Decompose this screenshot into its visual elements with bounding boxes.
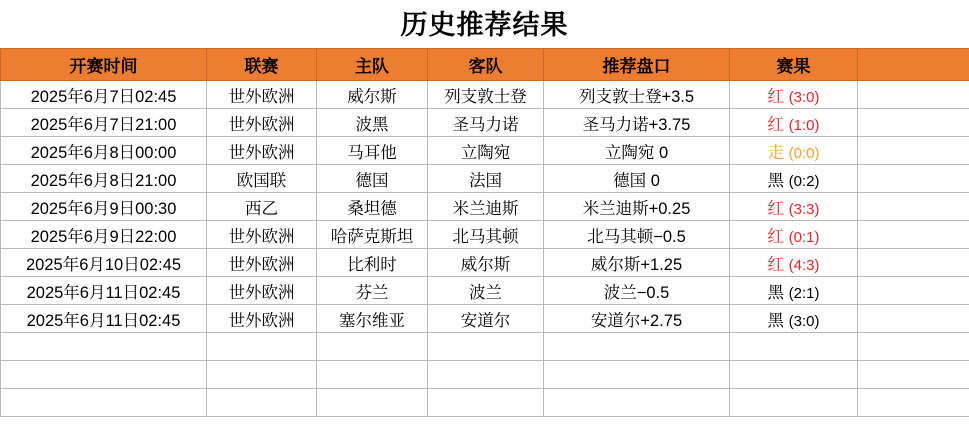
cell-away-team: 米兰迪斯 bbox=[428, 193, 544, 221]
cell-spacer bbox=[858, 109, 969, 137]
cell-empty bbox=[317, 389, 428, 417]
cell-empty bbox=[428, 389, 544, 417]
cell-away-team: 波兰 bbox=[428, 277, 544, 305]
result-label: 红 bbox=[767, 115, 785, 134]
cell-spacer bbox=[858, 221, 969, 249]
result-score: (0:2) bbox=[788, 172, 820, 190]
table-body bbox=[1, 81, 969, 417]
cell-home-team: 波黑 bbox=[317, 109, 428, 137]
table-row bbox=[1, 277, 969, 305]
cell-result bbox=[730, 109, 858, 137]
cell-home-team: 比利时 bbox=[317, 249, 428, 277]
cell-time: 2025年6月11日02:45 bbox=[1, 305, 207, 333]
cell-time: 2025年6月8日21:00 bbox=[1, 165, 207, 193]
cell-league: 世外欧洲 bbox=[207, 81, 317, 109]
cell-result bbox=[730, 137, 858, 165]
cell-empty bbox=[730, 361, 858, 389]
table-row bbox=[1, 165, 969, 193]
cell-spacer bbox=[858, 81, 969, 109]
cell-league: 西乙 bbox=[207, 193, 317, 221]
cell-empty bbox=[317, 361, 428, 389]
cell-empty bbox=[428, 333, 544, 361]
cell-away-team: 圣马力诺 bbox=[428, 109, 544, 137]
table-row bbox=[1, 109, 969, 137]
cell-away-team: 威尔斯 bbox=[428, 249, 544, 277]
page-title: 历史推荐结果 bbox=[400, 10, 569, 40]
cell-empty bbox=[544, 333, 730, 361]
cell-away-team: 安道尔 bbox=[428, 305, 544, 333]
cell-spacer bbox=[858, 249, 969, 277]
cell-time: 2025年6月8日00:00 bbox=[1, 137, 207, 165]
cell-home-team: 桑坦德 bbox=[317, 193, 428, 221]
cell-result bbox=[730, 193, 858, 221]
cell-pick: 北马其顿−0.5 bbox=[544, 221, 730, 249]
column-header-result: 赛果 bbox=[730, 49, 858, 81]
result-score: (2:1) bbox=[788, 284, 820, 302]
cell-empty bbox=[207, 361, 317, 389]
cell-away-team: 北马其顿 bbox=[428, 221, 544, 249]
result-label: 红 bbox=[767, 227, 785, 246]
cell-away-team: 法国 bbox=[428, 165, 544, 193]
cell-empty bbox=[544, 361, 730, 389]
cell-result bbox=[730, 165, 858, 193]
cell-empty bbox=[730, 333, 858, 361]
cell-league: 欧国联 bbox=[207, 165, 317, 193]
cell-pick: 立陶宛 0 bbox=[544, 137, 730, 165]
cell-empty bbox=[1, 361, 207, 389]
cell-spacer bbox=[858, 361, 969, 389]
cell-time: 2025年6月10日02:45 bbox=[1, 249, 207, 277]
cell-result bbox=[730, 81, 858, 109]
table-header-row bbox=[1, 49, 969, 81]
cell-spacer bbox=[858, 305, 969, 333]
cell-pick: 米兰迪斯+0.25 bbox=[544, 193, 730, 221]
history-results-table bbox=[0, 48, 969, 417]
cell-league: 世外欧洲 bbox=[207, 109, 317, 137]
cell-pick: 安道尔+2.75 bbox=[544, 305, 730, 333]
cell-home-team: 塞尔维亚 bbox=[317, 305, 428, 333]
result-label: 红 bbox=[767, 87, 785, 106]
cell-empty bbox=[730, 389, 858, 417]
column-header-pick: 推荐盘口 bbox=[544, 49, 730, 81]
cell-spacer bbox=[858, 333, 969, 361]
table-row bbox=[1, 193, 969, 221]
cell-league: 世外欧洲 bbox=[207, 277, 317, 305]
cell-empty bbox=[544, 389, 730, 417]
column-header-time: 开赛时间 bbox=[1, 49, 207, 81]
result-score: (4:3) bbox=[788, 256, 820, 274]
cell-pick: 圣马力诺+3.75 bbox=[544, 109, 730, 137]
cell-result bbox=[730, 277, 858, 305]
cell-empty bbox=[317, 333, 428, 361]
cell-league: 世外欧洲 bbox=[207, 305, 317, 333]
cell-time: 2025年6月7日21:00 bbox=[1, 109, 207, 137]
result-score: (3:0) bbox=[788, 312, 820, 330]
cell-spacer bbox=[858, 165, 969, 193]
cell-result bbox=[730, 305, 858, 333]
table-row bbox=[1, 81, 969, 109]
table-row-empty bbox=[1, 333, 969, 361]
cell-spacer bbox=[858, 193, 969, 221]
cell-result bbox=[730, 221, 858, 249]
cell-empty bbox=[207, 333, 317, 361]
cell-empty bbox=[428, 361, 544, 389]
table-row bbox=[1, 305, 969, 333]
table-row-empty bbox=[1, 361, 969, 389]
column-header-home-team: 主队 bbox=[317, 49, 428, 81]
result-label: 红 bbox=[767, 255, 785, 274]
table-header bbox=[1, 49, 969, 81]
result-label: 黑 bbox=[767, 283, 785, 302]
cell-time: 2025年6月9日22:00 bbox=[1, 221, 207, 249]
cell-result bbox=[730, 249, 858, 277]
cell-time: 2025年6月11日02:45 bbox=[1, 277, 207, 305]
result-label: 红 bbox=[767, 199, 785, 218]
result-score: (1:0) bbox=[788, 116, 820, 134]
cell-time: 2025年6月7日02:45 bbox=[1, 81, 207, 109]
cell-away-team: 立陶宛 bbox=[428, 137, 544, 165]
result-label: 走 bbox=[767, 143, 785, 162]
cell-league: 世外欧洲 bbox=[207, 221, 317, 249]
table-row bbox=[1, 221, 969, 249]
cell-home-team: 芬兰 bbox=[317, 277, 428, 305]
cell-spacer bbox=[858, 389, 969, 417]
column-header-away-team: 客队 bbox=[428, 49, 544, 81]
cell-pick: 波兰−0.5 bbox=[544, 277, 730, 305]
cell-spacer bbox=[858, 277, 969, 305]
result-score: (0:1) bbox=[788, 228, 820, 246]
cell-time: 2025年6月9日00:30 bbox=[1, 193, 207, 221]
result-label: 黑 bbox=[767, 311, 785, 330]
column-header-league: 联赛 bbox=[207, 49, 317, 81]
cell-empty bbox=[207, 389, 317, 417]
cell-empty bbox=[1, 333, 207, 361]
result-score: (3:0) bbox=[788, 88, 820, 106]
cell-home-team: 威尔斯 bbox=[317, 81, 428, 109]
cell-pick: 列支敦士登+3.5 bbox=[544, 81, 730, 109]
cell-empty bbox=[1, 389, 207, 417]
cell-home-team: 哈萨克斯坦 bbox=[317, 221, 428, 249]
cell-home-team: 德国 bbox=[317, 165, 428, 193]
table-row-empty bbox=[1, 389, 969, 417]
cell-away-team: 列支敦士登 bbox=[428, 81, 544, 109]
table-row bbox=[1, 249, 969, 277]
cell-league: 世外欧洲 bbox=[207, 137, 317, 165]
cell-home-team: 马耳他 bbox=[317, 137, 428, 165]
result-score: (0:0) bbox=[788, 144, 820, 162]
cell-pick: 威尔斯+1.25 bbox=[544, 249, 730, 277]
table-row bbox=[1, 137, 969, 165]
cell-league: 世外欧洲 bbox=[207, 249, 317, 277]
result-label: 黑 bbox=[767, 171, 785, 190]
column-header-spacer bbox=[858, 49, 969, 81]
cell-pick: 德国 0 bbox=[544, 165, 730, 193]
cell-spacer bbox=[858, 137, 969, 165]
result-score: (3:3) bbox=[788, 200, 820, 218]
